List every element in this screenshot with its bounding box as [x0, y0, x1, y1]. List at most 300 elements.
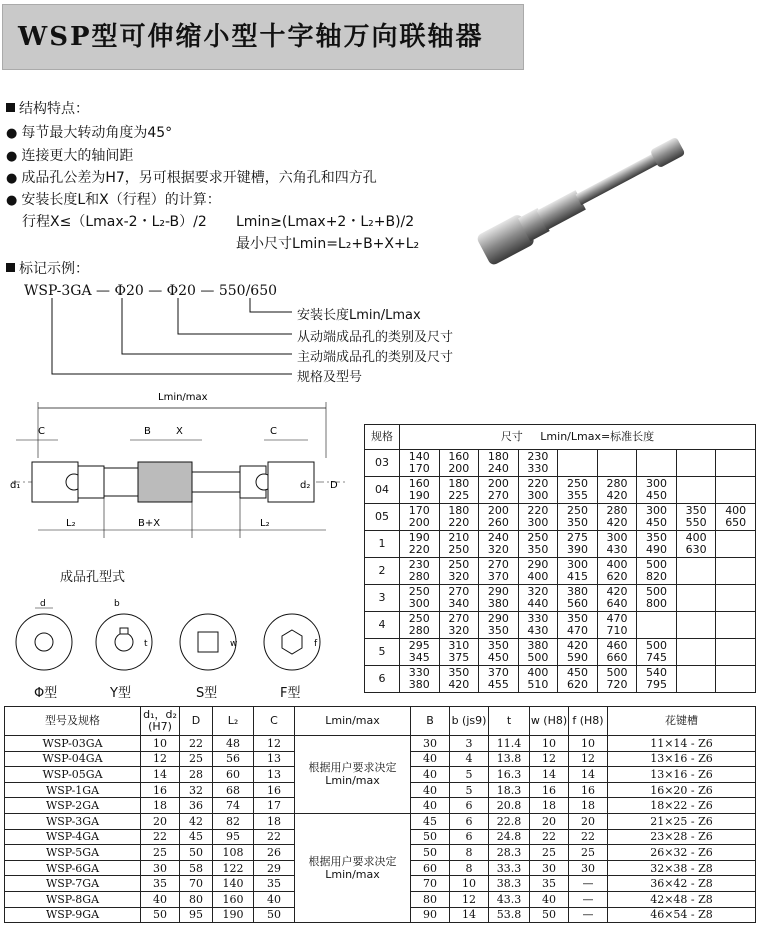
spec-cell-t: 22.8	[489, 813, 530, 829]
spec-header-d: d₁，d₂ (H7)	[141, 707, 180, 736]
length-min: 280	[606, 504, 628, 517]
length-value-cell	[518, 558, 558, 585]
length-value-cell	[597, 531, 637, 558]
length-spec-cell: 05	[365, 504, 400, 531]
length-max: 380	[408, 678, 430, 691]
spec-cell-D: 70	[180, 876, 213, 892]
bore-type-phi: Φ型	[34, 686, 58, 701]
spec-cell-f: 12	[569, 751, 608, 767]
length-min: 250	[408, 585, 430, 598]
length-max: 355	[566, 489, 588, 502]
spec-cell-f: 16	[569, 782, 608, 798]
length-value-cell	[637, 504, 677, 531]
length-max: 320	[487, 543, 509, 556]
length-value-cell	[439, 531, 479, 558]
length-max: 240	[487, 462, 509, 475]
spec-header-spline: 花键槽	[608, 707, 756, 736]
bore-dim-d: d	[40, 599, 46, 609]
length-max: 590	[566, 651, 588, 664]
spec-cell-C: 26	[254, 845, 295, 861]
length-min: 230	[527, 450, 549, 463]
spec-cell-spline: 13×16 - Z6	[608, 751, 756, 767]
length-table-row	[365, 585, 756, 612]
length-value-cell	[558, 612, 598, 639]
spec-cell-L2: 108	[213, 845, 254, 861]
length-max: 415	[566, 570, 588, 583]
length-value-cell	[558, 477, 598, 504]
length-max: 710	[606, 624, 628, 637]
length-value-cell	[676, 450, 716, 477]
length-value-cell	[400, 666, 440, 693]
length-value-cell	[518, 450, 558, 477]
length-max: 300	[408, 597, 430, 610]
spec-cell-spline: 46×54 - Z8	[608, 907, 756, 923]
length-max: 420	[448, 678, 470, 691]
formula-min-size: 最小尺寸Lmin=L₂+B+X+L₂	[236, 236, 420, 252]
coupling-product-image	[462, 118, 702, 278]
length-value-cell	[716, 450, 756, 477]
spec-header-L2: L₂	[213, 707, 254, 736]
spec-cell-D: 95	[180, 907, 213, 923]
length-min: 380	[527, 639, 549, 652]
spec-cell-spline: 11×14 - Z6	[608, 736, 756, 752]
spec-cell-D: 36	[180, 798, 213, 814]
spec-cell-L2: 74	[213, 798, 254, 814]
spec-cell-C: 50	[254, 907, 295, 923]
dim-x: X	[176, 426, 183, 437]
length-value-cell	[597, 504, 637, 531]
feature-item: ● 安装长度L和X（行程）的计算：	[6, 192, 221, 208]
length-min: 500	[646, 558, 668, 571]
length-min: 220	[527, 477, 549, 490]
spec-cell-L2: 122	[213, 860, 254, 876]
spec-cell-b: 3	[450, 736, 489, 752]
length-value-cell	[676, 639, 716, 666]
spec-cell-spline: 13×16 - Z6	[608, 767, 756, 783]
spec-cell-w: 50	[530, 907, 569, 923]
length-value-cell	[439, 639, 479, 666]
spec-cell-spline: 42×48 - Z8	[608, 891, 756, 907]
length-min: 320	[527, 585, 549, 598]
length-min: 290	[487, 585, 509, 598]
length-value-cell	[518, 666, 558, 693]
bullet-icon: ●	[6, 171, 18, 186]
length-max: 370	[487, 570, 509, 583]
length-value-cell	[439, 612, 479, 639]
length-max: 630	[685, 543, 707, 556]
spec-cell-b: 5	[450, 782, 489, 798]
formula-lmin: Lmin≥(Lmax+2・L₂+B)/2	[236, 214, 415, 230]
dim-d1: d₁	[10, 480, 21, 491]
spec-lminmax-note: 根据用户要求决定Lmin/max	[295, 736, 411, 814]
spec-cell-b: 10	[450, 876, 489, 892]
spec-cell-w: 25	[530, 845, 569, 861]
length-max: 550	[685, 516, 707, 529]
spec-cell-w: 22	[530, 829, 569, 845]
length-min: 540	[646, 666, 668, 679]
spec-header-f: f (H8)	[569, 707, 608, 736]
marking-label-spec-model: 规格及型号	[297, 370, 363, 385]
length-value-cell	[400, 612, 440, 639]
spec-cell-b: 14	[450, 907, 489, 923]
spec-cell-C: 12	[254, 736, 295, 752]
length-value-cell	[558, 639, 598, 666]
length-value-cell	[558, 450, 598, 477]
length-min: 310	[448, 639, 470, 652]
length-min: 140	[408, 450, 430, 463]
length-min: 170	[408, 504, 430, 517]
length-value-cell	[676, 558, 716, 585]
marking-label-install-length: 安装长度Lmin/Lmax	[297, 308, 421, 323]
bore-type-s: S型	[196, 686, 218, 701]
spec-cell-model: WSP-9GA	[5, 907, 141, 923]
length-spec-cell: 5	[365, 639, 400, 666]
spec-cell-b: 12	[450, 891, 489, 907]
length-min: 275	[566, 531, 588, 544]
spec-cell-B: 40	[411, 798, 450, 814]
length-value-cell	[479, 639, 519, 666]
length-value-cell	[479, 531, 519, 558]
feature-item: ● 成品孔公差为H7，另可根据要求开键槽，六角孔和四方孔	[6, 170, 377, 186]
length-min: 250	[408, 612, 430, 625]
length-table-row	[365, 558, 756, 585]
length-min: 400	[725, 504, 747, 517]
dim-b: B	[144, 426, 151, 437]
length-min: 500	[606, 666, 628, 679]
spec-cell-B: 45	[411, 813, 450, 829]
spec-cell-spline: 26×32 - Z6	[608, 845, 756, 861]
length-value-cell	[637, 612, 677, 639]
bore-dim-b: b	[114, 599, 120, 609]
spec-cell-d: 16	[141, 782, 180, 798]
length-spec-cell: 6	[365, 666, 400, 693]
length-max: 380	[487, 597, 509, 610]
spec-table-row	[5, 736, 756, 752]
spec-cell-model: WSP-1GA	[5, 782, 141, 798]
length-max: 170	[408, 462, 430, 475]
length-min: 180	[487, 450, 509, 463]
length-max: 745	[646, 651, 668, 664]
marking-heading: 标记示例：	[6, 258, 89, 278]
length-min: 450	[566, 666, 588, 679]
length-max: 250	[448, 543, 470, 556]
length-spec-cell: 1	[365, 531, 400, 558]
length-max: 440	[527, 597, 549, 610]
length-max: 300	[527, 516, 549, 529]
spec-cell-D: 58	[180, 860, 213, 876]
spec-table	[4, 706, 756, 923]
length-min: 250	[566, 477, 588, 490]
length-max: 450	[646, 516, 668, 529]
spec-cell-f: 22	[569, 829, 608, 845]
spec-cell-t: 16.3	[489, 767, 530, 783]
dim-c-right: C	[270, 426, 277, 437]
length-max: 390	[566, 543, 588, 556]
spec-cell-L2: 60	[213, 767, 254, 783]
length-value-cell	[518, 612, 558, 639]
feature-item: ● 连接更大的轴间距	[6, 148, 134, 164]
length-value-cell	[676, 612, 716, 639]
spec-cell-B: 80	[411, 891, 450, 907]
sleeve-hatch	[138, 462, 192, 502]
dim-lminmax: Lmin/max	[158, 392, 208, 403]
spec-cell-d: 35	[141, 876, 180, 892]
spec-cell-t: 18.3	[489, 782, 530, 798]
spec-cell-B: 30	[411, 736, 450, 752]
length-value-cell	[400, 558, 440, 585]
length-value-cell	[676, 477, 716, 504]
length-min: 330	[527, 612, 549, 625]
length-table-header	[365, 425, 756, 450]
spec-cell-d: 40	[141, 891, 180, 907]
spec-cell-model: WSP-5GA	[5, 845, 141, 861]
bore-type-y: Y型	[110, 686, 131, 701]
length-max: 225	[448, 489, 470, 502]
length-max: 620	[606, 570, 628, 583]
spec-table-row	[5, 813, 756, 829]
length-max: 500	[527, 651, 549, 664]
spec-cell-B: 40	[411, 767, 450, 783]
length-max: 375	[448, 651, 470, 664]
coupling-dimension-drawing	[8, 388, 354, 548]
length-min: 180	[448, 477, 470, 490]
length-value-cell	[479, 585, 519, 612]
spec-cell-D: 45	[180, 829, 213, 845]
length-table-body	[365, 450, 756, 693]
length-min: 300	[646, 477, 668, 490]
length-value-cell	[637, 639, 677, 666]
length-value-cell	[676, 504, 716, 531]
length-value-cell	[637, 450, 677, 477]
spec-header-t: t	[489, 707, 530, 736]
length-max: 280	[408, 570, 430, 583]
length-max: 560	[566, 597, 588, 610]
square-bullet-icon	[6, 103, 15, 112]
spec-header-b: b (js9)	[450, 707, 489, 736]
length-value-cell	[716, 504, 756, 531]
length-value-cell	[676, 666, 716, 693]
length-max: 660	[606, 651, 628, 664]
spec-cell-D: 42	[180, 813, 213, 829]
length-max: 260	[487, 516, 509, 529]
spec-cell-C: 40	[254, 891, 295, 907]
length-spec-cell: 03	[365, 450, 400, 477]
length-max: 455	[487, 678, 509, 691]
page-title: WSP型可伸缩小型十字轴万向联轴器	[18, 22, 484, 52]
bore-types-heading: 成品孔型式	[60, 570, 126, 585]
length-min: 350	[646, 531, 668, 544]
length-value-cell	[400, 639, 440, 666]
length-max: 350	[527, 543, 549, 556]
length-value-cell	[637, 477, 677, 504]
length-spec-cell: 3	[365, 585, 400, 612]
length-max: 330	[527, 462, 549, 475]
spec-cell-w: 18	[530, 798, 569, 814]
dim-c-left: C	[38, 426, 45, 437]
bore-dim-f: f	[314, 639, 318, 649]
spec-cell-model: WSP-03GA	[5, 736, 141, 752]
spec-cell-d: 10	[141, 736, 180, 752]
spec-cell-w: 30	[530, 860, 569, 876]
length-min: 290	[487, 612, 509, 625]
spec-cell-C: 35	[254, 876, 295, 892]
spec-cell-L2: 68	[213, 782, 254, 798]
spec-cell-model: WSP-3GA	[5, 813, 141, 829]
spec-cell-spline: 36×42 - Z8	[608, 876, 756, 892]
length-value-cell	[518, 531, 558, 558]
length-min: 240	[487, 531, 509, 544]
spec-cell-d: 22	[141, 829, 180, 845]
length-value-cell	[716, 666, 756, 693]
length-spec-cell: 2	[365, 558, 400, 585]
length-min: 220	[527, 504, 549, 517]
length-value-cell	[716, 477, 756, 504]
length-min: 250	[448, 558, 470, 571]
marking-example: WSP-3GA — Φ20 — Φ20 — 550/650	[24, 283, 278, 299]
spec-cell-d: 20	[141, 813, 180, 829]
dim-d-outer: D	[330, 480, 338, 491]
length-value-cell	[439, 666, 479, 693]
spec-cell-w: 14	[530, 767, 569, 783]
length-value-cell	[479, 612, 519, 639]
length-max: 400	[527, 570, 549, 583]
spec-cell-f: —	[569, 907, 608, 923]
square-bullet-icon	[6, 263, 15, 272]
spec-cell-model: WSP-8GA	[5, 891, 141, 907]
length-value-cell	[479, 504, 519, 531]
spec-cell-model: WSP-4GA	[5, 829, 141, 845]
length-min: 230	[408, 558, 430, 571]
marking-label-drive-bore: 主动端成品孔的类别及尺寸	[297, 350, 454, 365]
spec-cell-spline: 18×22 - Z6	[608, 798, 756, 814]
length-min: 370	[487, 666, 509, 679]
length-min: 200	[487, 477, 509, 490]
spec-cell-w: 12	[530, 751, 569, 767]
dim-l2-left: L₂	[66, 518, 76, 529]
spec-cell-D: 32	[180, 782, 213, 798]
length-value-cell	[518, 504, 558, 531]
length-value-cell	[558, 558, 598, 585]
length-max: 795	[646, 678, 668, 691]
length-value-cell	[716, 612, 756, 639]
spec-cell-f: 10	[569, 736, 608, 752]
length-value-cell	[597, 450, 637, 477]
spec-cell-C: 17	[254, 798, 295, 814]
spec-cell-b: 6	[450, 829, 489, 845]
length-value-cell	[558, 531, 598, 558]
length-max: 470	[566, 624, 588, 637]
spec-header-C: C	[254, 707, 295, 736]
length-table-header-size: 尺寸 Lmin/Lmax=标准长度	[400, 425, 756, 450]
length-min: 270	[448, 612, 470, 625]
spec-cell-d: 30	[141, 860, 180, 876]
length-min: 300	[606, 531, 628, 544]
spec-cell-L2: 95	[213, 829, 254, 845]
length-max: 430	[527, 624, 549, 637]
spec-lminmax-note: 根据用户要求决定Lmin/max	[295, 813, 411, 922]
length-max: 345	[408, 651, 430, 664]
length-min: 420	[606, 585, 628, 598]
length-max: 340	[448, 597, 470, 610]
length-max: 620	[566, 678, 588, 691]
length-min: 280	[606, 477, 628, 490]
length-max: 220	[408, 543, 430, 556]
spec-cell-B: 70	[411, 876, 450, 892]
length-table-row	[365, 666, 756, 693]
length-value-cell	[597, 585, 637, 612]
length-value-cell	[597, 666, 637, 693]
length-max: 190	[408, 489, 430, 502]
length-max: 280	[408, 624, 430, 637]
spec-cell-w: 35	[530, 876, 569, 892]
spec-cell-B: 60	[411, 860, 450, 876]
spec-cell-L2: 190	[213, 907, 254, 923]
length-value-cell	[558, 504, 598, 531]
length-min: 180	[448, 504, 470, 517]
dim-l2-right: L₂	[260, 518, 270, 529]
spec-cell-C: 16	[254, 782, 295, 798]
length-value-cell	[400, 450, 440, 477]
length-table-row	[365, 504, 756, 531]
length-min: 290	[527, 558, 549, 571]
length-value-cell	[400, 531, 440, 558]
spec-header-model: 型号及规格	[5, 707, 141, 736]
length-value-cell	[439, 558, 479, 585]
spec-cell-t: 33.3	[489, 860, 530, 876]
length-min: 210	[448, 531, 470, 544]
length-table-row	[365, 612, 756, 639]
length-min: 500	[646, 639, 668, 652]
length-min: 300	[646, 504, 668, 517]
bullet-icon: ●	[6, 193, 18, 208]
spec-cell-C: 22	[254, 829, 295, 845]
length-max: 270	[487, 489, 509, 502]
length-min: 330	[408, 666, 430, 679]
spec-cell-B: 90	[411, 907, 450, 923]
length-min: 350	[487, 639, 509, 652]
spec-cell-t: 43.3	[489, 891, 530, 907]
length-spec-cell: 04	[365, 477, 400, 504]
spec-cell-w: 10	[530, 736, 569, 752]
spec-cell-t: 53.8	[489, 907, 530, 923]
spec-cell-b: 6	[450, 798, 489, 814]
length-max: 450	[487, 651, 509, 664]
spec-cell-t: 13.8	[489, 751, 530, 767]
length-value-cell	[479, 450, 519, 477]
spec-cell-C: 13	[254, 767, 295, 783]
length-min: 500	[646, 585, 668, 598]
length-value-cell	[597, 558, 637, 585]
length-spec-cell: 4	[365, 612, 400, 639]
length-min: 190	[408, 531, 430, 544]
length-max: 640	[606, 597, 628, 610]
length-min: 350	[448, 666, 470, 679]
bore-type-f: F型	[280, 686, 301, 701]
spec-cell-L2: 82	[213, 813, 254, 829]
length-max: 220	[448, 516, 470, 529]
spec-cell-spline: 16×20 - Z6	[608, 782, 756, 798]
dim-d2: d₂	[300, 480, 311, 491]
spec-cell-D: 22	[180, 736, 213, 752]
length-value-cell	[400, 504, 440, 531]
length-value-cell	[597, 612, 637, 639]
spec-cell-b: 8	[450, 845, 489, 861]
spec-cell-f: —	[569, 876, 608, 892]
spec-cell-D: 25	[180, 751, 213, 767]
length-min: 460	[606, 639, 628, 652]
length-max: 450	[646, 489, 668, 502]
spec-cell-L2: 140	[213, 876, 254, 892]
